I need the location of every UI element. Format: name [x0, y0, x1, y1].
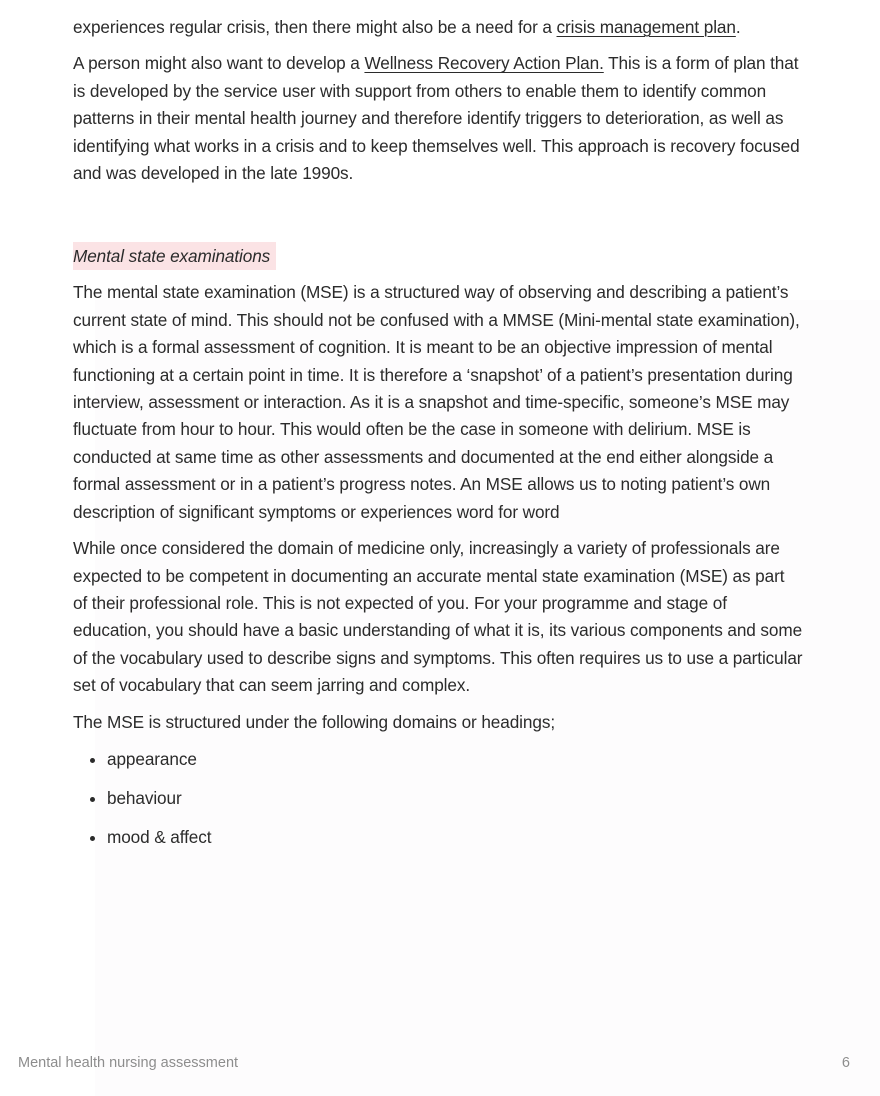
crisis-management-plan-link[interactable]: crisis management plan	[556, 17, 736, 37]
paragraph-mse-definition: The mental state examination (MSE) is a structured way of observing and describing a patient’s current state of mind. This should not be confused with a MMSE (Mini-mental state examination), which is a formal assessment of cognition. It is meant to be an objective impression of mental functioning at a certain point in time. It is therefore a ‘snapshot’ of a patient’s presentation during interview, assessment or interaction. As it is a snapshot and time-specific, someone’s MSE may fluctuate from hour to hour. This would often be the case in someone with delirium. MSE is conducted at same time as other assessments and documented at the end either alongside a formal assessment or in a patient’s progress notes. An MSE allows us to noting patient’s own description of significant symptoms or experiences word for word	[73, 282, 800, 522]
footer-document-title: Mental health nursing assessment	[18, 1055, 239, 1071]
footer-page-number: 6	[841, 1055, 850, 1071]
paragraph-mse-professionals: While once considered the domain of medicine only, increasingly a variety of professionals are expected to be competent in documenting an accurate mental state examination (MSE) as part of their professional role. This is not expected of you. For your programme and stage of education, you should have a basic understanding of what it is, its various components and some of the vocabulary used to describe signs and symptoms. This often requires us to use a particular set of vocabulary that can seem jarring and complex.	[73, 538, 803, 696]
list-item: • mood & affect	[107, 823, 803, 851]
list-item: • behaviour	[107, 784, 803, 812]
section-heading-mse: Mental state examinations	[73, 242, 276, 270]
mse-domain-list	[73, 745, 803, 851]
paragraph-mse-structure: The MSE is structured under the following domains or headings;	[73, 711, 555, 732]
list-item: • appearance	[107, 745, 803, 773]
wellness-recovery-action-plan-link[interactable]: Wellness Recovery Action Plan.	[364, 53, 604, 74]
paragraph-wrap: A person might also want to develop a Wellness Recovery Action Plan. This is a form of plan that is developed by the service user with support from others to enable them to identify common patterns in their mental health journey and therefore identify triggers to deterioration, as well as identifying what works in a crisis and to keep themselves well. This approach is recovery focused and was developed in the late 1990s.	[73, 53, 800, 184]
paragraph-crisis-plan: experiences regular crisis, then there might also be a need for a crisis management plan.	[73, 17, 741, 37]
document-body	[73, 14, 803, 862]
